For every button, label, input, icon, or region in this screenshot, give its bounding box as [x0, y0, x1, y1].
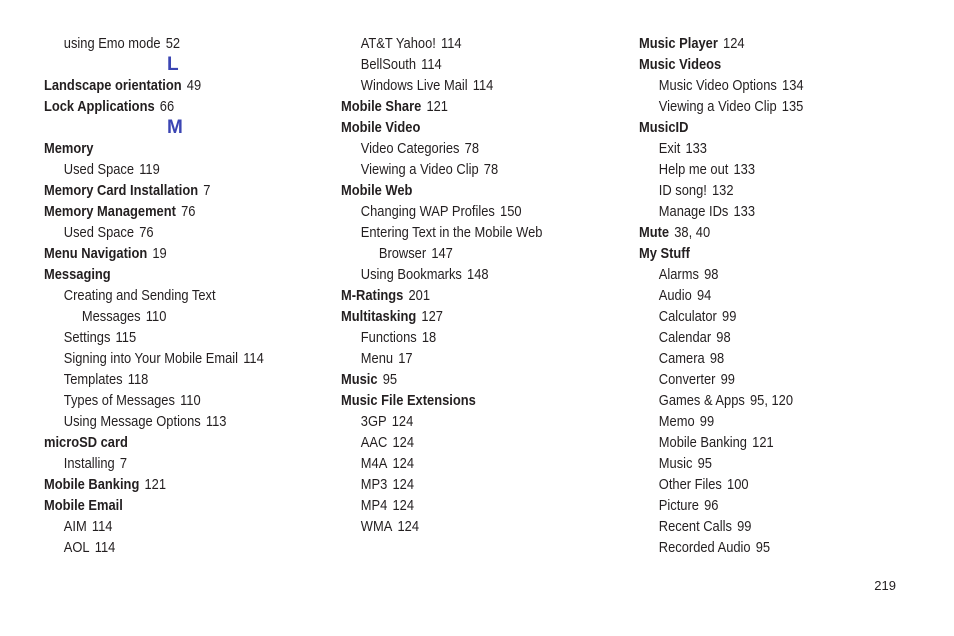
- index-page-ref: 147: [431, 245, 453, 262]
- index-term: using Emo mode: [63, 35, 161, 52]
- index-page-ref: 99: [720, 371, 735, 388]
- index-term: MP4: [360, 497, 388, 514]
- index-subentry: [341, 264, 590, 285]
- index-term: Lock Applications: [44, 98, 155, 115]
- index-subentry: [341, 222, 590, 243]
- index-term: Menu: [360, 350, 394, 367]
- index-page-ref: 124: [391, 413, 414, 430]
- index-term: Memory: [44, 140, 94, 157]
- index-term: Creating and Sending Text: [63, 287, 216, 304]
- index-page-ref: 133: [685, 140, 707, 157]
- index-entry: [341, 369, 590, 390]
- index-page-ref: 124: [392, 434, 414, 451]
- index-page-ref: 66: [159, 98, 175, 115]
- index-term: Installing: [63, 455, 115, 472]
- index-term: Using Message Options: [63, 413, 201, 430]
- index-page-ref: 99: [737, 518, 752, 535]
- index-term: 3GP: [360, 413, 387, 430]
- index-subentry: [639, 327, 888, 348]
- index-page-ref: 134: [782, 77, 804, 94]
- index-subentry: [639, 159, 888, 180]
- index-subentry: [639, 474, 888, 495]
- index-subentry: [639, 369, 888, 390]
- index-entry: [44, 432, 293, 453]
- index-page-ref: 19: [152, 245, 167, 262]
- index-term: MusicID: [639, 119, 689, 136]
- index-page-ref: 110: [180, 392, 201, 409]
- index-term: Mobile Web: [341, 182, 413, 199]
- index-entry: [44, 96, 293, 117]
- index-subentry: [44, 411, 293, 432]
- index-term: Music Videos: [639, 56, 722, 73]
- index-entry: [44, 474, 293, 495]
- index-term: Camera: [658, 350, 705, 367]
- index-subentry: [639, 180, 888, 201]
- index-term: Music Video Options: [658, 77, 777, 94]
- index-term: Audio: [658, 287, 692, 304]
- index-term: Manage IDs: [658, 203, 729, 220]
- index-term: AIM: [63, 518, 87, 535]
- index-entry: [341, 285, 590, 306]
- index-subentry: [341, 453, 590, 474]
- index-page-ref: 133: [733, 161, 756, 178]
- index-page-ref: 98: [704, 266, 719, 283]
- index-subentry: [44, 327, 293, 348]
- index-page-ref: 95, 120: [749, 392, 794, 409]
- index-page-ref: 121: [144, 476, 167, 493]
- index-term: M4A: [360, 455, 388, 472]
- index-term: Converter: [658, 371, 716, 388]
- index-term: Used Space: [63, 161, 135, 178]
- index-term: My Stuff: [639, 245, 690, 262]
- index-subentry: [639, 96, 888, 117]
- index-term: Types of Messages: [63, 392, 175, 409]
- index-term: Viewing a Video Clip: [360, 161, 479, 178]
- index-subentry: [341, 138, 590, 159]
- index-subentry: [639, 75, 888, 96]
- index-entry: [341, 180, 590, 201]
- index-term: WMA: [360, 518, 393, 535]
- index-page-ref: 124: [397, 518, 420, 535]
- index-subentry: [341, 348, 590, 369]
- index-term: Recent Calls: [658, 518, 732, 535]
- index-term: ID song!: [658, 182, 707, 199]
- index-term: Music Player: [639, 35, 718, 52]
- index-page-ref: 98: [716, 329, 731, 346]
- index-page-ref: 94: [696, 287, 712, 304]
- index-page-ref: 114: [441, 35, 462, 52]
- index-term: Video Categories: [360, 140, 460, 157]
- index-section-letter: M: [167, 117, 183, 138]
- index-subentry: [639, 285, 888, 306]
- index-page-ref: 148: [467, 266, 489, 283]
- index-term: Memory Management: [44, 203, 176, 220]
- index-subentry: [341, 327, 590, 348]
- index-subentry: [639, 348, 888, 369]
- index-term: AOL: [63, 539, 90, 556]
- index-subentry: [44, 306, 293, 327]
- index-page-ref: 7: [203, 182, 211, 199]
- index-subentry: [639, 138, 888, 159]
- index-entry: [639, 33, 888, 54]
- index-term: Alarms: [658, 266, 699, 283]
- index-subentry: [639, 516, 888, 537]
- index-subentry: [639, 453, 888, 474]
- index-subentry: [44, 369, 293, 390]
- index-subentry: [341, 516, 590, 537]
- index-term: AAC: [360, 434, 388, 451]
- index-page-ref: 114: [91, 518, 113, 535]
- index-subentry: [44, 390, 293, 411]
- index-term: MP3: [360, 476, 388, 493]
- index-entry: [44, 264, 293, 285]
- index-page-ref: 114: [243, 350, 264, 367]
- index-page-ref: 201: [408, 287, 431, 304]
- index-term: Exit: [658, 140, 681, 157]
- index-term: Mobile Share: [341, 98, 422, 115]
- index-subentry: [639, 411, 888, 432]
- index-subentry: [639, 537, 888, 558]
- index-term: Signing into Your Mobile Email: [63, 350, 239, 367]
- index-term: Music: [341, 371, 378, 388]
- index-term: AT&T Yahoo!: [360, 35, 436, 52]
- index-subentry: [341, 432, 590, 453]
- index-entry: [44, 243, 293, 264]
- index-subentry: [639, 306, 888, 327]
- index-term: Calendar: [658, 329, 712, 346]
- index-term: Mobile Video: [341, 119, 421, 136]
- index-page-ref: 98: [709, 350, 725, 367]
- index-page-ref: 124: [392, 497, 414, 514]
- index-page-ref: 121: [426, 98, 448, 115]
- index-entry: [341, 117, 590, 138]
- index-page-ref: 17: [398, 350, 413, 367]
- index-term: M-Ratings: [341, 287, 404, 304]
- index-subentry: [639, 390, 888, 411]
- index-subentry: [44, 33, 293, 54]
- index-term: Mobile Banking: [44, 476, 140, 493]
- index-page-ref: 76: [139, 224, 154, 241]
- index-term: Memory Card Installation: [44, 182, 199, 199]
- index-page-ref: 114: [472, 77, 494, 94]
- index-entry: [341, 96, 590, 117]
- index-term: Games & Apps: [658, 392, 745, 409]
- index-column-2: [341, 33, 631, 537]
- index-entry: [639, 54, 888, 75]
- index-term: Used Space: [63, 224, 135, 241]
- index-term: Templates: [63, 371, 123, 388]
- index-page-ref: 52: [165, 35, 181, 52]
- index-entry: [639, 117, 888, 138]
- index-page-ref: 99: [722, 308, 737, 325]
- index-subentry: [341, 54, 590, 75]
- index-entry: [44, 201, 293, 222]
- index-entry: [639, 222, 888, 243]
- index-term: Picture: [658, 497, 699, 514]
- index-subentry: [341, 33, 590, 54]
- index-subentry: [44, 348, 293, 369]
- index-page-ref: 124: [723, 35, 745, 52]
- index-subentry: [44, 516, 293, 537]
- index-term: Menu Navigation: [44, 245, 148, 262]
- index-page-ref: 95: [382, 371, 398, 388]
- index-subentry: [639, 432, 888, 453]
- index-page-ref: 18: [421, 329, 437, 346]
- index-term: Entering Text in the Mobile Web: [360, 224, 543, 241]
- index-term: Recorded Audio: [658, 539, 751, 556]
- index-term: Messaging: [44, 266, 111, 283]
- index-subentry: [341, 474, 590, 495]
- index-entry: [44, 138, 293, 159]
- index-subentry: [44, 537, 293, 558]
- index-term: Music: [658, 455, 693, 472]
- index-term: Mobile Banking: [658, 434, 747, 451]
- index-subentry: [639, 201, 888, 222]
- index-term: Music File Extensions: [341, 392, 476, 409]
- index-subentry: [341, 75, 590, 96]
- index-page-ref: 121: [752, 434, 774, 451]
- index-page-ref: 133: [733, 203, 756, 220]
- index-page-ref: 115: [115, 329, 137, 346]
- index-subentry: [341, 159, 590, 180]
- index-page-ref: 100: [727, 476, 749, 493]
- index-term: Mute: [639, 224, 670, 241]
- index-term: Using Bookmarks: [360, 266, 462, 283]
- index-page-ref: 119: [139, 161, 160, 178]
- index-subentry: [639, 264, 888, 285]
- index-term: Viewing a Video Clip: [658, 98, 777, 115]
- index-subentry: [639, 495, 888, 516]
- index-page-ref: 150: [500, 203, 522, 220]
- index-term: Windows Live Mail: [360, 77, 468, 94]
- index-page-ref: 132: [711, 182, 734, 199]
- index-term: microSD card: [44, 434, 128, 451]
- index-entry: [639, 243, 888, 264]
- index-page-ref: 127: [421, 308, 443, 325]
- index-page-ref: 110: [145, 308, 167, 325]
- page-number: 219: [874, 578, 896, 593]
- index-page-ref: 95: [755, 539, 771, 556]
- index-page-ref: 124: [392, 476, 414, 493]
- index-section-letter: L: [167, 54, 179, 75]
- index-term: Landscape orientation: [44, 77, 182, 94]
- index-page-ref: 95: [697, 455, 712, 472]
- index-page-ref: 114: [94, 539, 116, 556]
- index-term: Memo: [658, 413, 695, 430]
- index-subentry: [341, 411, 590, 432]
- index-entry: [44, 180, 293, 201]
- index-page-ref: 78: [483, 161, 499, 178]
- index-entry: [44, 495, 293, 516]
- index-subentry: [44, 453, 293, 474]
- index-term: Settings: [63, 329, 111, 346]
- index-entry: [341, 390, 590, 411]
- index-term: BellSouth: [360, 56, 417, 73]
- index-page-ref: 49: [186, 77, 202, 94]
- index-page-ref: 78: [464, 140, 480, 157]
- index-term: Other Files: [658, 476, 722, 493]
- index-subentry: [44, 285, 293, 306]
- index-subentry: [341, 495, 590, 516]
- index-page-ref: 38, 40: [674, 224, 711, 241]
- index-term: Help me out: [658, 161, 729, 178]
- index-page-ref: 96: [704, 497, 719, 514]
- index-page-ref: 135: [781, 98, 804, 115]
- index-term: Mobile Email: [44, 497, 123, 514]
- index-term: Multitasking: [341, 308, 417, 325]
- index-page-ref: 114: [421, 56, 442, 73]
- index-page-ref: 124: [392, 455, 414, 472]
- index-subentry: [44, 159, 293, 180]
- index-term: Calculator: [658, 308, 717, 325]
- index-term: Functions: [360, 329, 417, 346]
- index-subentry: [341, 201, 590, 222]
- index-page-ref: 113: [205, 413, 227, 430]
- index-entry: [44, 75, 293, 96]
- index-page-ref: 7: [119, 455, 128, 472]
- index-page-ref: 76: [181, 203, 196, 220]
- index-subentry: [341, 243, 590, 264]
- index-term: Changing WAP Profiles: [360, 203, 495, 220]
- index-column-1: [44, 33, 334, 558]
- index-page-ref: 118: [127, 371, 149, 388]
- index-term: Messages: [81, 308, 141, 325]
- index-page-ref: 99: [699, 413, 715, 430]
- index-subentry: [44, 222, 293, 243]
- index-column-3: [639, 33, 929, 558]
- index-term: Browser: [378, 245, 427, 262]
- index-entry: [341, 306, 590, 327]
